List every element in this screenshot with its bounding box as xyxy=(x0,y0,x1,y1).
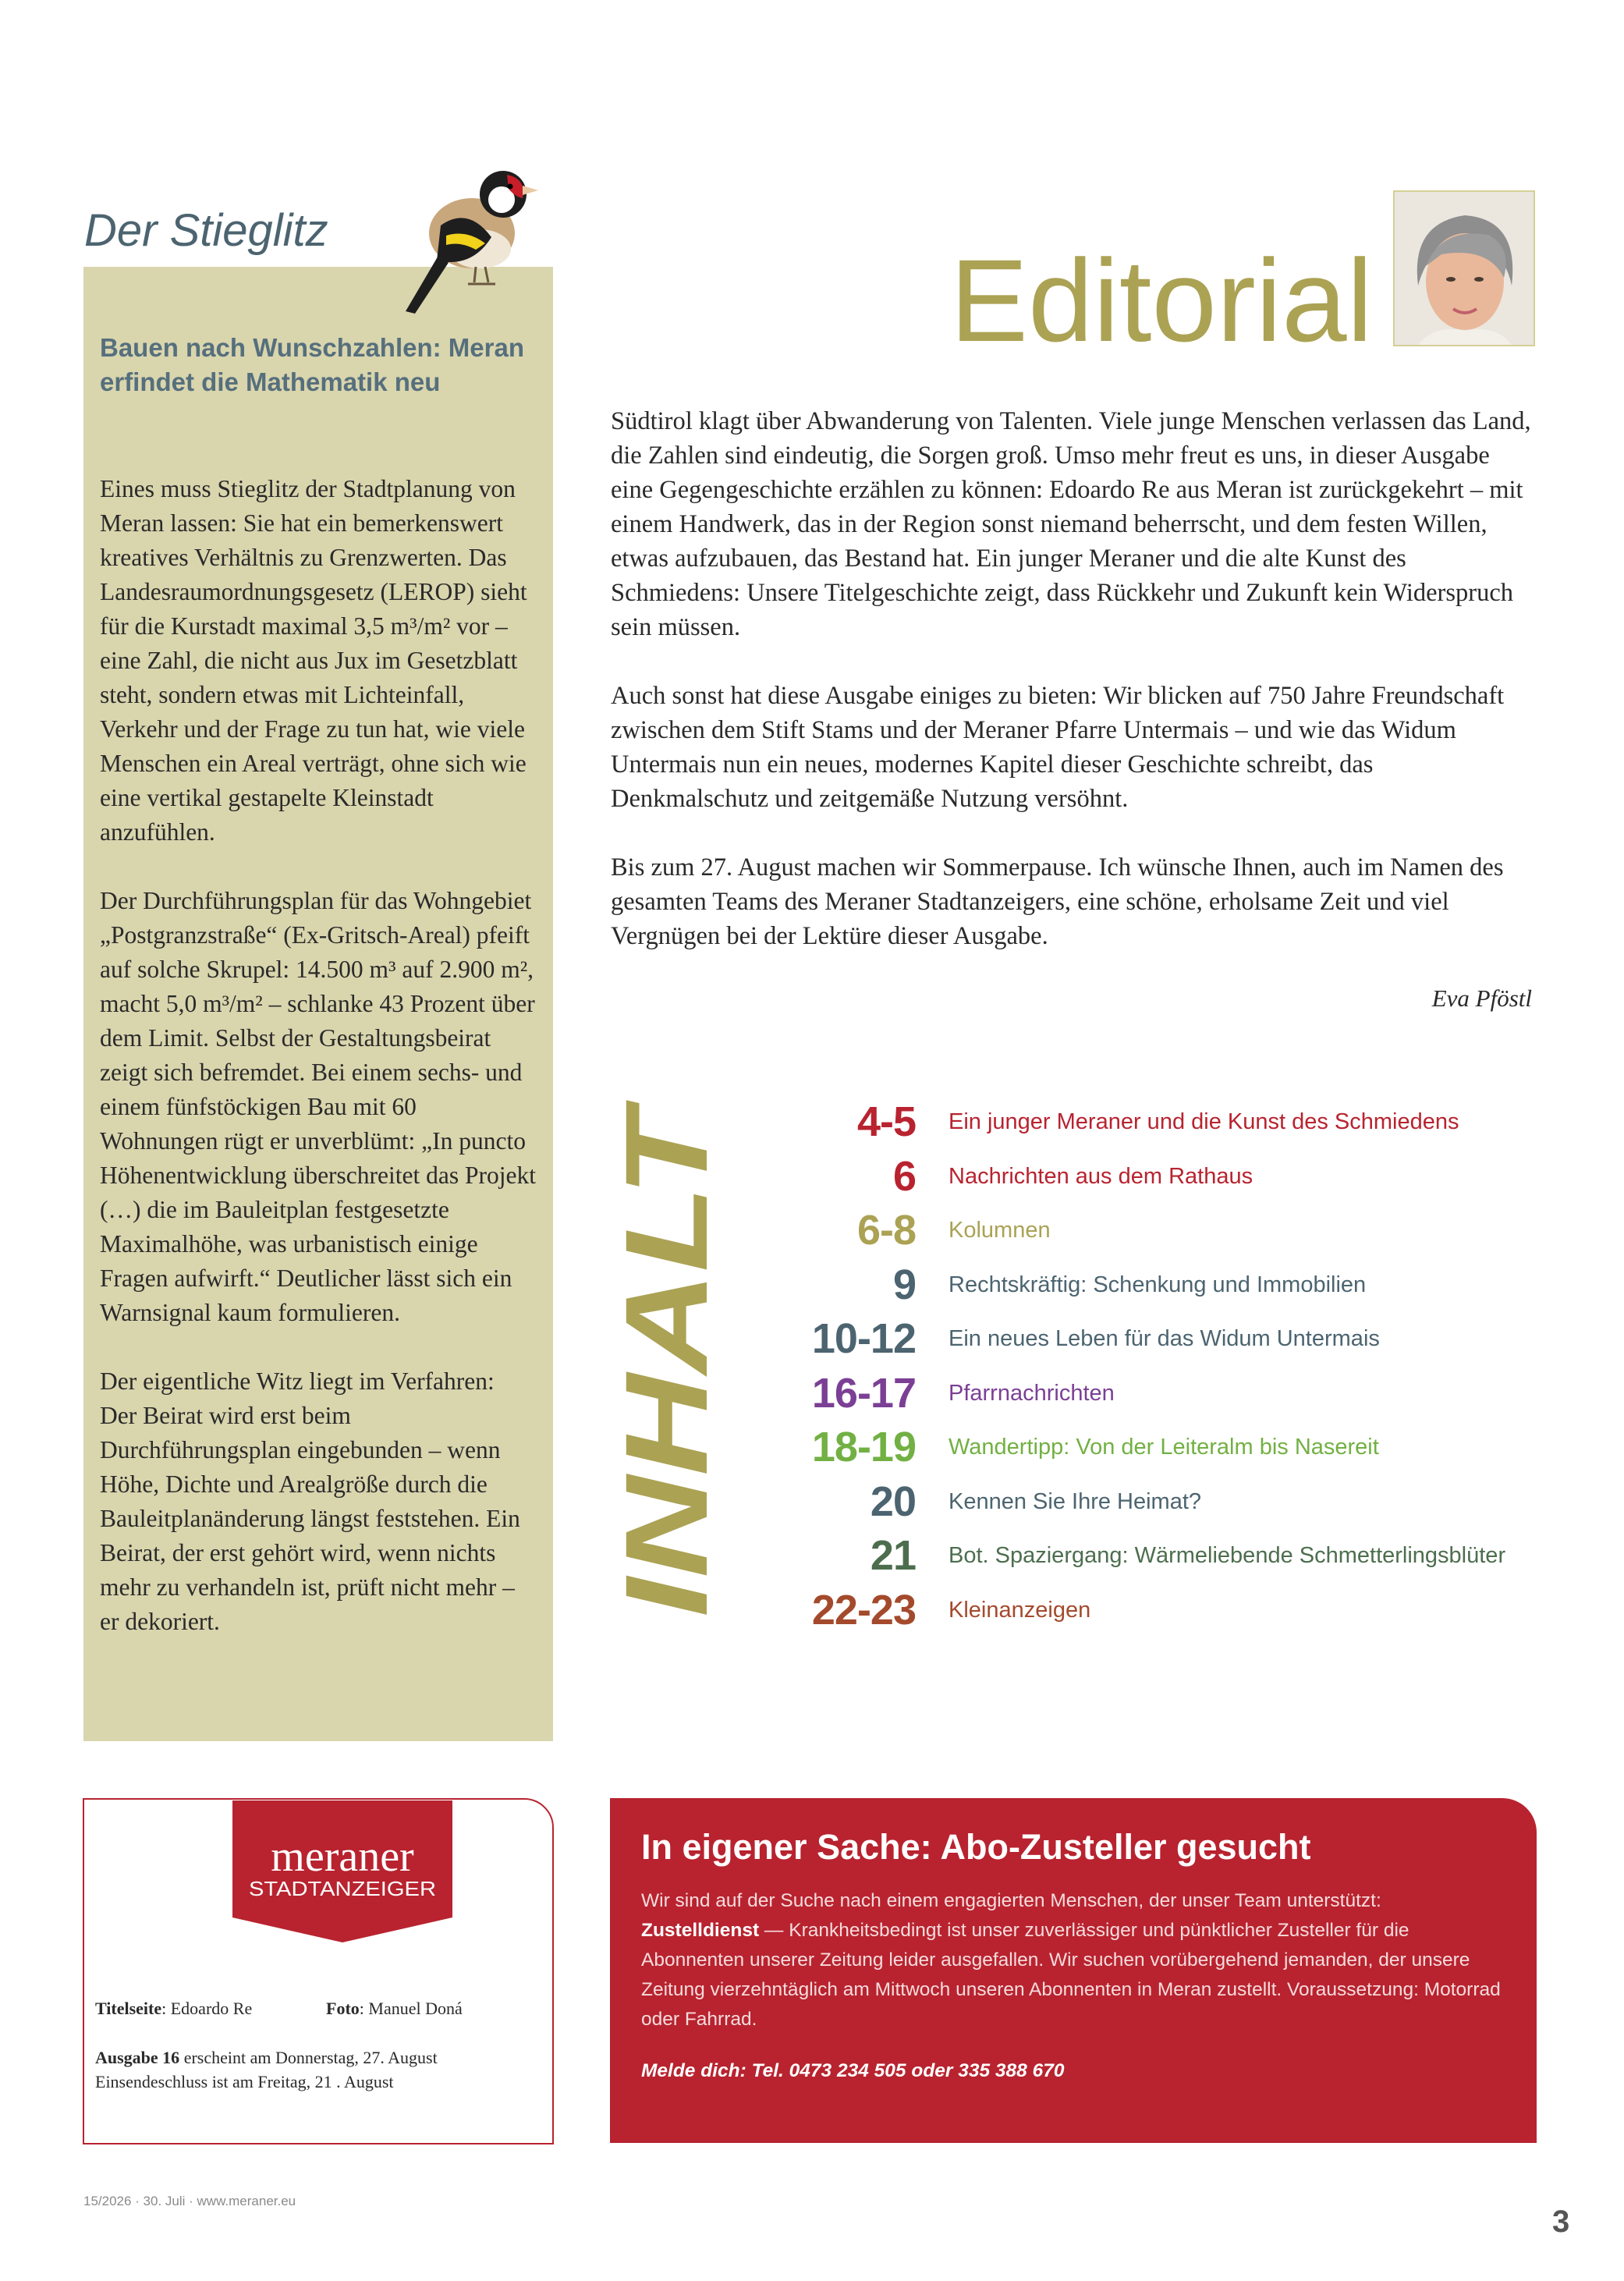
toc-label: Ein neues Leben für das Widum Untermais xyxy=(949,1326,1380,1351)
toc-label: Rechtskräftig: Schenkung und Immobilien xyxy=(949,1272,1367,1297)
toc-pages: 6-8 xyxy=(856,1207,916,1254)
editorial-paragraph: Auch sonst hat diese Ausgabe einiges zu bieten: Wir blicken auf 750 Jahre Freundschaft zwischen dem Stift Stams und der Meraner Pfarre Untermais – und wie das Widum Untermais nun ein neues, modernes Kapitel dieser Geschichte schreibt, das Denkmalschutz und zeitgemäße Nutzung versöhnt. xyxy=(611,682,1505,813)
imprint-cover-credit xyxy=(95,1999,252,2019)
stieglitz-body xyxy=(100,472,537,1673)
inhalt-heading xyxy=(601,1104,732,1619)
toc-item[interactable] xyxy=(749,1368,1591,1418)
notice-intro: Wir sind auf der Suche nach einem engagierten Menschen, der unser Team unterstützt: xyxy=(641,1890,1381,1911)
editorial-body xyxy=(611,404,1531,988)
page-number: 3 xyxy=(1552,2205,1570,2239)
issue-text: erscheint am Donnerstag, 27. August xyxy=(179,2048,438,2067)
toc-label: Kleinanzeigen xyxy=(949,1598,1091,1623)
deadline-line: Einsendeschluss ist am Freitag, 21 . August xyxy=(95,2072,394,2091)
toc-item[interactable] xyxy=(749,1585,1591,1635)
toc-label: Kolumnen xyxy=(949,1218,1051,1243)
toc-item[interactable] xyxy=(749,1477,1591,1527)
logo-sub-text: STADTANZEIGER xyxy=(249,1877,436,1900)
editorial-paragraph: Bis zum 27. August machen wir Sommerpause. Ich wünsche Ihnen, auch im Namen des gesamten Teams des Meraner Stadtanzeigers, eine schöne, erholsame Zeit und viel Vergnügen bei der Lektüre dieser Ausgabe. xyxy=(611,853,1504,950)
toc-item[interactable] xyxy=(749,1097,1591,1147)
inhalt-heading-text: INHALT xyxy=(601,1197,732,1617)
stieglitz-title: Der Stieglitz xyxy=(84,205,328,256)
stieglitz-paragraph: Eines muss Stieglitz der Stadtplanung von Meran lassen: Sie hat ein bemerkenswert kreatives Verhältnis zu Grenzwerten. Das Landesraumordnungsgesetz (LEROP) sieht für die Kurstadt maximal 3,5 m³/m² vor – eine Zahl, die nicht aus Jux im Gesetzblatt steht, sondern etwas mit Lichteinfall, Verkehr und der Frage zu tun hat, wie viele Menschen ein Areal verträgt, ohne sich wie eine vertikal gestapelte Kleinstadt anzufühlen. xyxy=(100,475,527,846)
issue-line xyxy=(95,2045,532,2070)
toc-item[interactable] xyxy=(749,1205,1591,1255)
notice-details xyxy=(641,1916,1515,2034)
notice-body-text: — Krankheitsbedingt ist unser zuverlässiger und pünktlicher Zusteller für die Abonnenten unserer Zeitung leider ausgefallen. Wir suchen vorübergehend jemanden, der unsere Zeitung vierzehntäglich am Mittwoch unseren Abonnenten in Meran zustellt. Voraussetzung: Motorrad oder Fahrrad. xyxy=(641,1920,1501,2030)
toc-item[interactable] xyxy=(749,1422,1591,1472)
toc-pages: 18-19 xyxy=(811,1424,916,1470)
foto-value: : Manuel Doná xyxy=(359,1999,463,2018)
editorial-paragraph: Südtirol klagt über Abwanderung von Talenten. Viele junge Menschen verlassen das Land, die Zahlen sind eindeutig, die Sorgen groß. Umso mehr freut es uns, in dieser Ausgabe eine Gegengeschichte erzählen zu können: Edoardo Re aus Meran ist zurückgekehrt – mit einem Handwerk, das in der Region sonst niemand beherrscht, und dem festen Willen, etwas aufzubauen, das Bestand hat. Ein junger Meraner und die alte Kunst des Schmiedens: Unsere Titelgeschichte zeigt, dass Rückkehr und Zukunft kein Widerspruch sein müssen. xyxy=(611,407,1531,641)
stieglitz-headline: Bauen nach Wunschzahlen: Meran erfindet die Mathematik neu xyxy=(100,333,524,396)
notice-bold-term: Zustelldienst xyxy=(641,1920,760,1941)
toc-label: Wandertipp: Von der Leiteralm bis Nasereit xyxy=(949,1435,1379,1460)
toc-pages: 21 xyxy=(870,1532,916,1579)
toc-pages: 20 xyxy=(870,1478,916,1525)
foto-label: Foto xyxy=(326,1999,360,2018)
toc-pages: 10-12 xyxy=(811,1315,916,1362)
toc-pages: 22-23 xyxy=(811,1587,916,1634)
toc-pages: 16-17 xyxy=(811,1370,916,1417)
toc-label: Kennen Sie Ihre Heimat? xyxy=(949,1489,1202,1514)
stieglitz-paragraph: Der eigentliche Witz liegt im Verfahren: Der Beirat wird erst beim Durchführungsplan eingebunden – wenn Höhe, Dichte und Arealgröße durch die Bauleitplanänderung längst feststehen. Ein Beirat, der erst gehört wird, wenn nichts mehr zu verhandeln ist, prüft nicht mehr – er dekoriert. xyxy=(100,1368,520,1635)
footer-info: 15/2026 · 30. Juli · www.meraner.eu xyxy=(83,2194,296,2208)
toc-label: Pfarrnachrichten xyxy=(949,1381,1115,1406)
notice-title: In eigener Sache: Abo-Zusteller gesucht xyxy=(641,1827,1311,1867)
notice-body xyxy=(641,1886,1515,2034)
toc-pages: 4-5 xyxy=(856,1098,916,1145)
toc-label: Ein junger Meraner und die Kunst des Schmiedens xyxy=(949,1109,1459,1134)
author-photo xyxy=(1393,190,1535,346)
imprint-issue-info xyxy=(95,2045,532,2094)
toc-label: Bot. Spaziergang: Wärmeliebende Schmetterlingsblüter xyxy=(949,1543,1506,1568)
cover-label: Titelseite xyxy=(95,1999,162,2018)
toc-pages: 6 xyxy=(892,1153,916,1200)
toc-item[interactable] xyxy=(749,1314,1591,1364)
editorial-title: Editorial xyxy=(950,235,1373,366)
logo-main-text: meraner xyxy=(271,1832,414,1881)
meraner-stadtanzeiger-logo xyxy=(232,1800,452,1942)
goldfinch-icon xyxy=(398,151,538,315)
toc-item[interactable] xyxy=(749,1531,1591,1580)
cover-value: : Edoardo Re xyxy=(161,1999,253,2018)
editorial-signature: Eva Pföstl xyxy=(1431,984,1532,1012)
stieglitz-paragraph: Der Durchführungsplan für das Wohngebiet „Postgranzstraße“ (Ex-Gritsch-Areal) pfeift auf solche Skrupel: 14.500 m³ auf 2.900 m², macht 5,0 m³/m² – schlanke 43 Prozent über dem Limit. Selbst der Gestaltungsbeirat zeigt sich befremdet. Bei einem sechs- und einem fünfstöckigen Bau mit 60 Wohnungen rügt er unverblümt: „In puncto Höhenentwicklung überschreitet das Projekt (…) die im Bauleitplan festgesetzte Maximalhöhe, was urbanistisch einige Fragen aufwirft.“ Deutlicher lässt sich ein Warnsignal kaum formulieren. xyxy=(100,887,536,1326)
toc-item[interactable] xyxy=(749,1151,1591,1201)
imprint-photo-credit xyxy=(326,1999,463,2019)
notice-contact[interactable]: Melde dich: Tel. 0473 234 505 oder 335 388 670 xyxy=(641,2060,1065,2081)
toc-label: Nachrichten aus dem Rathaus xyxy=(949,1164,1253,1189)
issue-label: Ausgabe 16 xyxy=(95,2048,180,2067)
toc-pages: 9 xyxy=(892,1261,916,1308)
toc-item[interactable] xyxy=(749,1260,1591,1310)
